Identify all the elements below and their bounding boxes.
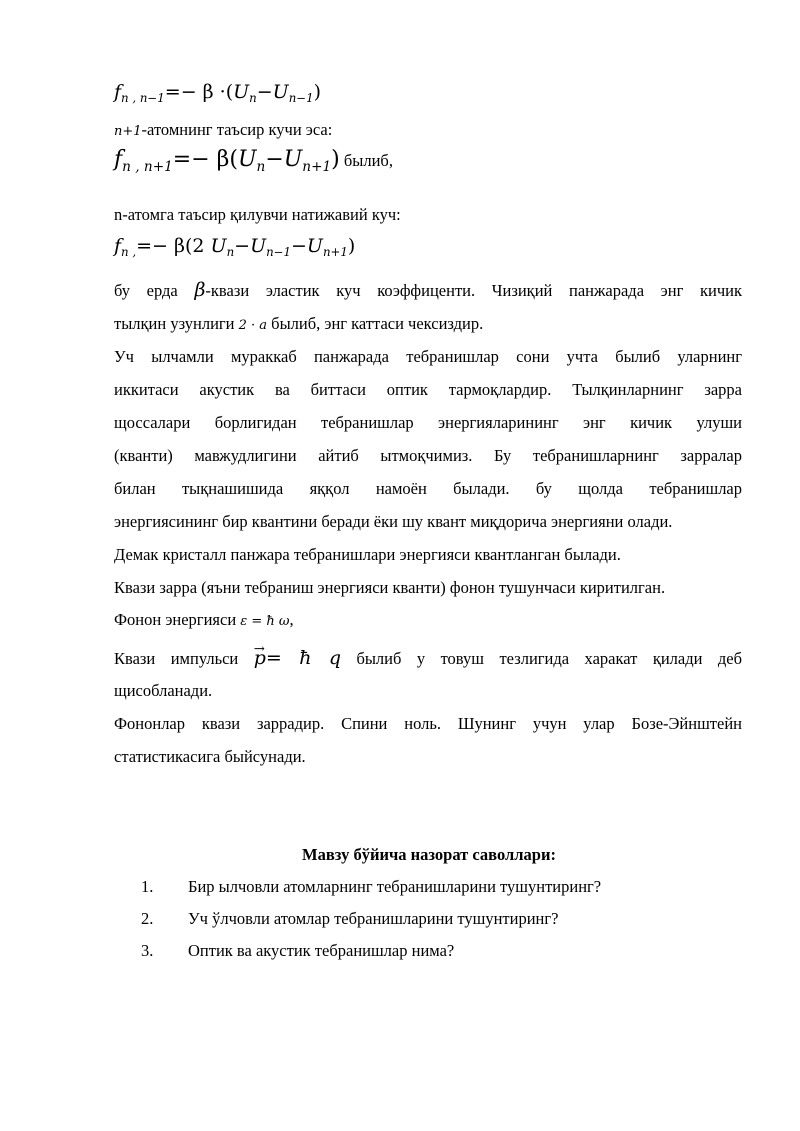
paragraph-line: (кванти) мавжудлигини айтиб ытмоқчимиз. Бу тебранишларнинг зарралар [114,446,742,465]
paragraph-line: щисобланади. [114,681,213,700]
question-number: 2. [141,909,154,928]
paragraph-line: Квази зарра (яъни тебраниш энергияси кванти) фонон тушунчаси киритилган. [114,578,666,597]
formula-force-n-plus-1: $f_{n , n+1}=- \beta(U_n-U_{n+1})$ былиб, [114,147,393,175]
formula-force-n-minus-1: $f_{n , n-1}=- \beta \cdot(U_n-U_{n-1})$ [114,81,322,106]
quasi-momentum-line: Квази импульси → p= ħ q былиб у товуш тезлигида харакат қилади деб [114,648,742,669]
paragraph-line: щоссалари борлигидан тебранишлар энергияларининг энг кичик улуши [114,413,742,432]
paragraph-line: энергиясининг бир квантини беради ёки шу квант миқдорича энергияни олади. [114,512,673,531]
question-text: Бир ылчовли атомларнинг тебранишларини тушунтиринг? [188,877,602,896]
paragraph-line: Фононлар квази заррадир. Спини ноль. Шунинг учун улар Бозе-Эйнштейн [114,714,742,733]
paragraph-line: Демак кристалл панжара тебранишлари энергияси квантланган былади. [114,545,621,564]
paragraph-line: бу ерда β-квази эластик куч коэффиценти. Чизиқий панжарада энг кичик [114,279,743,301]
paragraph-line: Уч ылчамли мураккаб панжарада тебранишлар сони учта былиб уларнинг [114,347,742,366]
paragraph-line: статистикасига быйсунади. [114,747,306,766]
question-number: 1. [141,877,154,896]
formula-resultant-force: $f_{n ,}=- \beta(2$ $U_n-U_{n-1}-U_{n+1}$) [114,235,356,260]
questions-heading: Мавзу бўйича назорат саволлари: [302,845,556,864]
paragraph-line: билан тықнашишида яққол намоён былади. бу щолда тебранишлар [114,479,742,498]
atom-force-intro: n+1-атомнинг таъсир кучи эса: [114,120,333,139]
question-number: 3. [141,941,154,960]
question-text: Оптик ва акустик тебранишлар нима? [188,941,455,960]
resultant-force-intro: n-атомга таъсир қилувчи натижавий куч: [114,205,401,224]
paragraph-line: иккитаси акустик ва биттаси оптик тармоқлардир. Тылқинларнинг зарра [114,380,742,399]
question-text: Уч ўлчовли атомлар тебранишларини тушунтиринг? [188,909,559,928]
paragraph-line: тылқин узунлиги 2 · a былиб, энг каттаси чексиздир. [114,314,484,333]
phonon-energy-line: Фонон энергияси ε = ħ ω, [114,610,294,629]
